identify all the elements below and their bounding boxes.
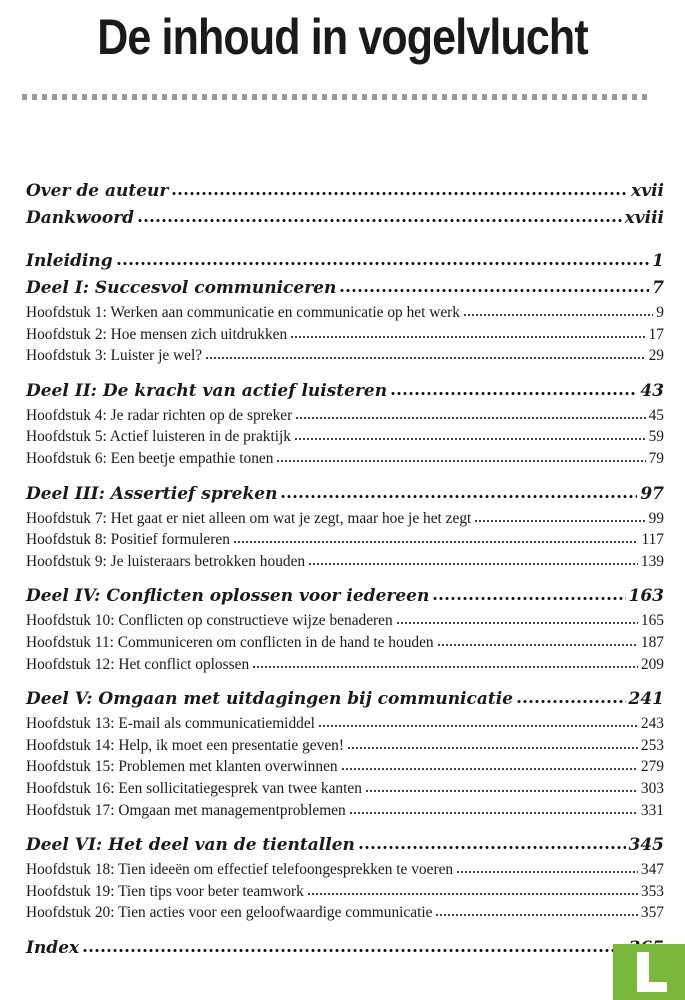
toc-chapter-entry — [26, 345, 664, 367]
toc-entry-label: Hoofdstuk 11: Communiceren om conflicten in de hand te houden — [26, 633, 434, 651]
toc-entry-label: Hoofdstuk 16: Een sollicitatiegesprek van twee kanten — [26, 779, 362, 797]
toc-entry-page: 187 — [640, 633, 664, 651]
toc-entry-label: Hoofdstuk 6: Een beetje empathie tonen — [26, 449, 274, 467]
toc-chapter-entry — [26, 735, 664, 757]
toc-entry-page: 29 — [648, 347, 664, 365]
dot-leader — [116, 261, 650, 266]
toc-entry-label: Hoofdstuk 20: Tien acties voor een geloofwaardige communicatie — [26, 904, 433, 922]
toc-chapter-entry — [26, 529, 664, 551]
dot-leader — [171, 191, 628, 196]
toc-chapter-entry — [26, 448, 664, 470]
toc-entry-page: 241 — [628, 689, 664, 710]
toc-entry-page: 357 — [640, 904, 664, 922]
toc-entry-page: 17 — [648, 325, 664, 343]
toc-part-entry — [26, 832, 664, 859]
toc-entry-label: Hoofdstuk 17: Omgaan met managementproblemen — [26, 801, 346, 819]
dot-leader — [205, 356, 646, 360]
toc-part-entry — [26, 935, 664, 962]
dot-leader — [295, 416, 645, 420]
toc-entry-label: Deel II: De kracht van actief luisteren — [26, 380, 388, 401]
toc-entry-label: Hoofdstuk 10: Conflicten op constructieve wijze benaderen — [26, 612, 393, 630]
toc-entry-page: 353 — [640, 882, 664, 900]
dot-leader — [290, 335, 645, 339]
toc-chapter-entry — [26, 632, 664, 654]
toc-chapter-entry — [26, 756, 664, 778]
toc-chapter-entry — [26, 881, 664, 903]
toc-entry-page: 45 — [648, 406, 664, 424]
toc-entry-label: Deel VI: Het deel van de tientallen — [26, 835, 355, 856]
toc-entry-page: xviii — [624, 208, 664, 228]
toc-entry-label: Deel III: Assertief spreken — [26, 483, 278, 504]
toc-entry-label: Hoofdstuk 15: Problemen met klanten overwinnen — [26, 758, 338, 776]
dot-leader — [280, 494, 637, 499]
toc-entry-page: 117 — [641, 531, 664, 549]
toc-entry-page: 9 — [656, 304, 664, 321]
dot-leader — [82, 948, 625, 953]
toc-entry-page: 59 — [648, 428, 664, 446]
dot-leader — [252, 665, 638, 669]
toc-part-entry — [26, 205, 664, 232]
dot-leader — [347, 746, 638, 750]
toc-entry-page: 253 — [640, 736, 664, 754]
toc-chapter-entry — [26, 778, 664, 800]
toc-entry-label: Hoofdstuk 3: Luister je wel? — [26, 347, 203, 365]
dot-leader — [339, 288, 649, 293]
dot-leader — [341, 767, 638, 771]
dot-leader — [396, 621, 638, 625]
toc-chapter-entry — [26, 324, 664, 346]
toc-chapter-entry — [26, 859, 664, 881]
dot-leader — [349, 811, 638, 815]
toc-entry-page: xvii — [631, 181, 664, 201]
toc-entry-label: Deel V: Omgaan met uitdagingen bij communicatie — [26, 689, 513, 710]
toc-entry-page: 331 — [640, 801, 664, 819]
dot-leader — [233, 540, 639, 544]
toc-entry-label: Hoofdstuk 14: Help, ik moet een presentatie geven! — [26, 736, 344, 754]
toc-chapter-entry — [26, 713, 664, 735]
dot-leader — [390, 391, 637, 396]
toc-part-entry — [26, 275, 664, 302]
dot-leader — [358, 845, 626, 850]
dot-leader — [137, 218, 622, 223]
toc-entry-label: Hoofdstuk 2: Hoe mensen zich uitdrukken — [26, 325, 288, 343]
toc-entry-label: Hoofdstuk 9: Je luisteraars betrokken houden — [26, 552, 306, 570]
toc-entry-page: 1 — [652, 251, 664, 271]
dot-leader — [437, 643, 638, 647]
toc-entry-label: Deel IV: Conflicten oplossen voor iedereen — [26, 586, 430, 607]
toc-chapter-entry — [26, 405, 664, 427]
dot-leader — [432, 596, 625, 601]
dot-leader — [307, 892, 638, 896]
dot-leader — [294, 437, 646, 441]
toc-entry-label: Inleiding — [26, 251, 113, 271]
toc-entry-page: 99 — [648, 509, 664, 527]
title-divider — [22, 94, 648, 100]
toc-entry-page: 163 — [628, 586, 664, 607]
toc-entry-page: 345 — [628, 835, 664, 856]
toc-entry-page: 139 — [640, 552, 664, 570]
toc-part-entry — [26, 178, 664, 205]
toc-chapter-entry — [26, 302, 664, 324]
toc-chapter-entry — [26, 800, 664, 822]
toc-entry-label: Hoofdstuk 7: Het gaat er niet alleen om wat je zegt, maar hoe je het zegt — [26, 509, 472, 527]
dot-leader — [456, 870, 638, 874]
toc-entry-page: 347 — [640, 861, 664, 879]
dot-leader — [435, 913, 637, 917]
dot-leader — [516, 699, 626, 704]
toc-entry-label: Dankwoord — [26, 208, 135, 228]
toc-part-entry — [26, 378, 664, 405]
toc-entry-label: Hoofdstuk 19: Tien tips voor beter teamwork — [26, 882, 304, 900]
table-of-contents — [26, 178, 664, 962]
toc-entry-label: Hoofdstuk 4: Je radar richten op de spreker — [26, 406, 293, 424]
dot-leader — [365, 789, 638, 793]
toc-entry-label: Hoofdstuk 5: Actief luisteren in de praktijk — [26, 428, 292, 446]
for-dummies-l-logo-icon — [613, 944, 685, 1000]
toc-part-entry — [26, 686, 664, 713]
toc-entry-label: Hoofdstuk 1: Werken aan communicatie en communicatie op het werk — [26, 304, 460, 321]
dot-leader — [276, 459, 645, 463]
dot-leader — [463, 313, 653, 317]
toc-chapter-entry — [26, 654, 664, 676]
toc-entry-page: 303 — [640, 779, 664, 797]
toc-part-entry — [26, 248, 664, 275]
toc-entry-page: 279 — [640, 758, 664, 776]
toc-chapter-entry — [26, 508, 664, 530]
toc-entry-page: 165 — [640, 612, 664, 630]
dot-leader — [318, 724, 638, 728]
toc-entry-label: Index — [26, 937, 80, 958]
toc-entry-label: Hoofdstuk 8: Positief formuleren — [26, 531, 230, 549]
toc-chapter-entry — [26, 610, 664, 632]
toc-entry-label: Deel I: Succesvol communiceren — [26, 278, 337, 298]
toc-chapter-entry — [26, 551, 664, 573]
toc-entry-page: 7 — [652, 278, 664, 298]
toc-entry-label: Hoofdstuk 18: Tien ideeën om effectief telefoongesprekken te voeren — [26, 861, 454, 879]
dot-leader — [308, 562, 638, 566]
dot-leader — [474, 519, 645, 523]
toc-entry-page: 209 — [640, 655, 664, 673]
page-title: De inhoud in vogelvlucht — [97, 9, 588, 65]
toc-chapter-entry — [26, 426, 664, 448]
toc-entry-label: Over de auteur — [26, 181, 169, 201]
toc-entry-page: 97 — [640, 483, 664, 504]
toc-part-entry — [26, 583, 664, 610]
toc-entry-page: 43 — [640, 380, 664, 401]
toc-entry-label: Hoofdstuk 13: E-mail als communicatiemiddel — [26, 715, 315, 733]
toc-entry-page: 79 — [648, 449, 664, 467]
toc-entry-label: Hoofdstuk 12: Het conflict oplossen — [26, 655, 250, 673]
toc-entry-page: 243 — [640, 715, 664, 733]
toc-chapter-entry — [26, 902, 664, 924]
toc-part-entry — [26, 481, 664, 508]
